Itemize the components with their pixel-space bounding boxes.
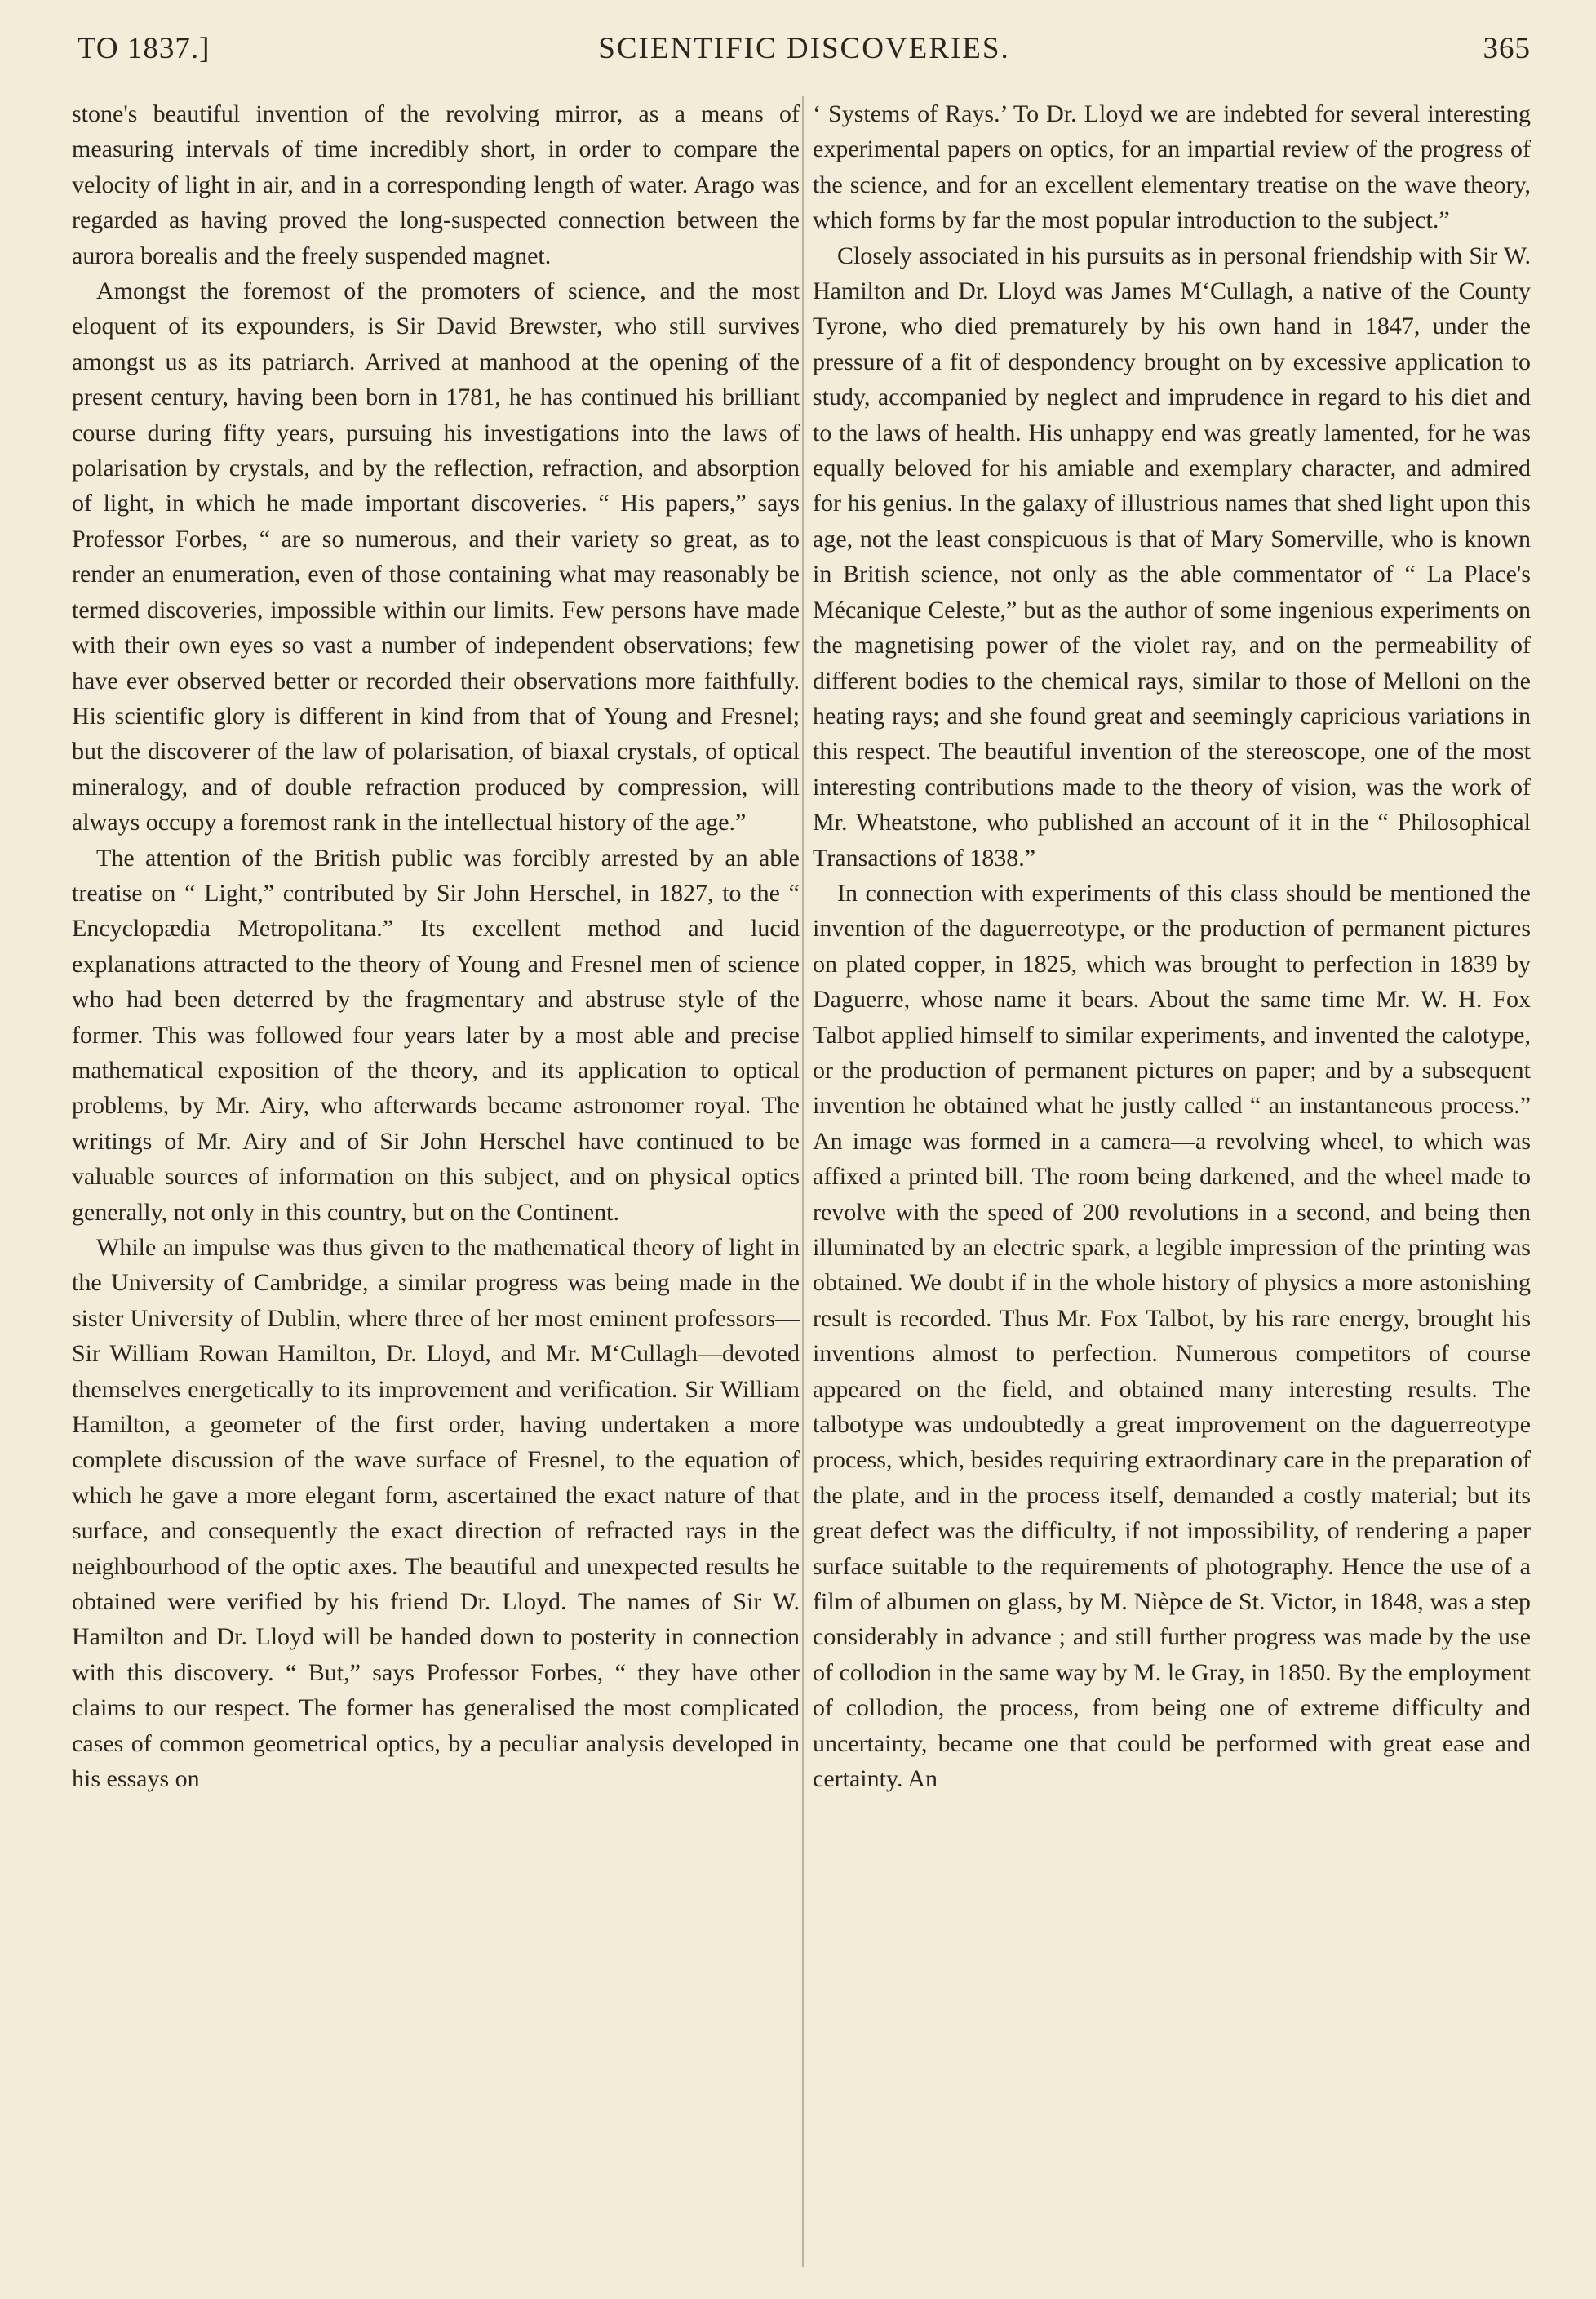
text-run: Closely associated in his pursuits as in personal friendship with Sir W. Hamilton and Dr. Lloyd was James M‘Cullagh, a native of the County Tyrone, who died prematurely by his own hand in 1847, under the pressure of a fit of despondency brought on by excessive application to study, accompanied by neglect and imprudence in regard to his diet and to the laws of health. His unhappy end was greatly lamented, for he was equally beloved for his amiable and exemplary character, and admired for his genius. In the galaxy of illustrious names that shed light upon this age, not the least conspicuous is that of Mary Somerville, who is known in British science, not only as the able commentator of “ La Place's Mécanique Celeste,” but as the author of some ingenious experiments on the magnetising power of the: [813, 242, 1531, 659]
text-run: , impossible within our limits. Few persons have made with their own eyes so vast a number of independent observations; few have ever observed better or recorded their observations more faithfully. His scientific glory is different in kind from that of Young and Fresnel; but the discoverer of the law of polarisation, of biaxal crystals, of optical mineralogy, and of double refraction produced by compression, will always occupy a foremost rank in the intellectual history of the age.”: [72, 596, 800, 837]
paragraph-continued: ‘ Systems of Rays.’ To Dr. Lloyd we are indebted for several interesting experimental papers on optics, for an impartial review of the progress of the science, and for an excellent elementary treatise on the wave theory, which forms by far the most popular introduction to the subject.”: [813, 100, 1531, 234]
paragraph-daguerreotype: In connection with experiments of this class should be mentioned the invention of the daguerreotype, or the production of permanent pictures on plated copper, in 1825, which was brought to perfection in 1839 by Daguerre, whose name it bears. About the same time Mr. W. H. Fox Talbot applied himself to similar experiments, and invented the calotype, or the production of permanent pictures on paper; and by a subsequent invention he obtained what he justly called “ an instantaneous process.” An image was formed in a camera—a revolving wheel, to which was affixed a printed bill. The room being darkened, and the wheel made to revolve with the speed of 200 revolutions in a second, and being then illuminated by an electric spark, a legible impression of the printing was obtained. We doubt if in the whole history of physics a more astonishing result is recorded. Thus Mr. Fox Talbot, by his rare energy, brought his inventions almost to perfection. Numerous competitors of course appeared on the field, and obtained many interesting results. The talbotype was undoubtedly a great improvement on the daguerreotype process, which, besides requiring extraordinary care in the preparation of the plate, and in the process itself, demanded a costly material; but its great defect was the difficulty, if not impossibility, of rendering a paper surface suitable to the requirements of photography. Hence the use of a film of albumen on glass, by M. Nièpce de St. Victor, in 1848, was a step considerably in advance ; and still further progress was made by the use of collodion in the same way by M. le Gray, in 1850. By the employment of collodion, the process, from being one of extreme difficulty and uncertainty, became one that could be performed with great ease and certainty. An: [813, 879, 1531, 1793]
paragraph-dublin: While an impulse was thus given to the mathematical theory of light in the University of Cambridge, a similar progress was being made in the sister University of Dublin, where three of her most eminent professors—Sir William Rowan Hamilton, Dr. Lloyd, and Mr. M‘Cullagh—devoted themselves energetically to its improvement and verification. Sir William Hamilton, a geometer of the first order, having undertaken a more complete discussion of the wave surface of Fresnel, to the equation of which he gave a more elegant form, ascertained the exact nature of that surface, and consequently the exact direction of refracted rays in the neighbourhood of the optic axes. The beautiful and unexpected results he obtained were verified by his friend Dr. Lloyd. The names of Sir W. Hamilton and Dr. Lloyd will be handed down to posterity in connection with this discovery. “ But,” says Professor Forbes, “ they have other claims to our respect. The former has generalised the most complicated cases of common geometrical optics, by a peculiar analysis developed in his essays on: [72, 1234, 800, 1793]
italic-term-discoveries: discoveries: [147, 596, 258, 624]
paragraph-continued: [72, 96, 800, 273]
page-title: SCIENTIFIC DISCOVERIES.: [598, 32, 1010, 65]
left-column: [72, 96, 800, 1797]
text-run: Amongst the foremost of the promoters of science, and the most eloquent of its expounders, is Sir David Brewster, who still survives amongst us as its patriarch. Arrived at manhood at the opening of the present century, having been born in 1781, he has continued his brilliant course during fifty years, pursuing his investigations into the laws of polarisation by crystals, and by the reflection, refraction, and absorption of light, in which he made important discoveries. “ His papers,” says Professor Forbes, “ are so numerous, and their variety so great, as to render an enumeration, even of those containing what may reasonably be termed: [72, 277, 800, 624]
italic-term-aurora-borealis: aurora borealis: [72, 242, 219, 269]
text-run: ray, and on the permeability of different bodies to the chemical rays, similar to those of Melloni on the heating rays; and she found great and seemingly capricious variations in this respect. The beautiful invention of the stereoscope, one of the most interesting contributions made to the theory of vision, was the work of Mr. Wheatstone, who published an account of it in the “ Philosophical Transactions of 1838.”: [813, 632, 1531, 872]
paragraph-mccullagh: [813, 238, 1531, 876]
text-run: stone's beautiful invention of the revolving mirror, as a means of measuring intervals of time incredibly short, in order to compare the velocity of light in air, and in a corresponding length of water. Arago was regarded as having proved the long-suspected connection between the: [72, 100, 800, 234]
running-header: [78, 31, 1531, 70]
column-divider: [802, 96, 804, 2267]
right-column: [813, 96, 1531, 1797]
text-run: and the freely suspended magnet.: [218, 242, 552, 269]
paragraph-brewster: [72, 273, 800, 841]
page-number: 365: [1483, 32, 1531, 65]
italic-term-violet: violet: [1133, 632, 1190, 659]
paragraph-herschel: The attention of the British public was forcibly arrested by an able treatise on “ Light,” contributed by Sir John Herschel, in 1827, to the “ Encyclopædia Metropolitana.” Its excellent method and lucid explanations attracted to the theory of Young and Fresnel men of science who had been deterred by the fragmentary and abstruse style of the former. This was followed four years later by a most able and precise mathematical exposition of the theory, and its application to optical problems, by Mr. Airy, who afterwards became astronomer royal. The writings of Mr. Airy and of Sir John Herschel have continued to be valuable sources of information on this subject, and on physical optics generally, not only in this country, but on the Continent.: [72, 844, 800, 1226]
header-period: TO 1837.]: [78, 32, 211, 65]
